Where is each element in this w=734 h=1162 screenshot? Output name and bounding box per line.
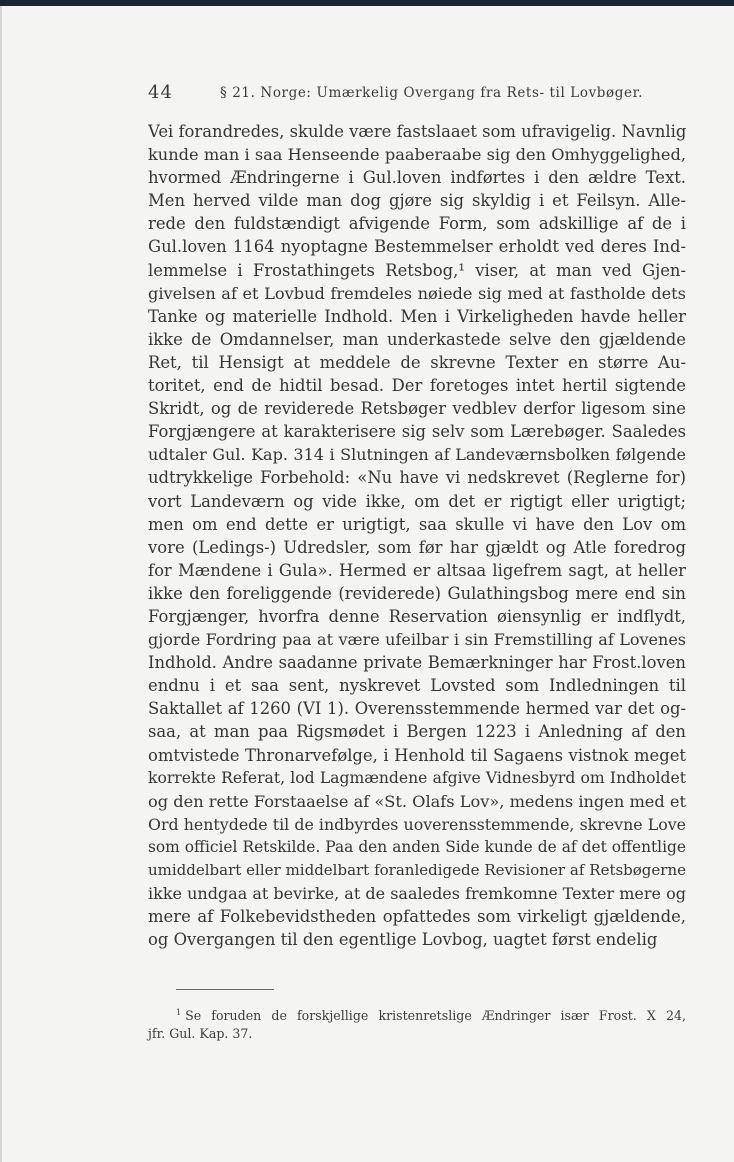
text-line: Men herved vilde man dog gjøre sig skyldig i et Feilsyn. Alle- [148,191,686,211]
text-line: vort Landeværn og vide ikke, om det er rigtigt eller urigtigt; [148,491,686,511]
text-line: kunde man i saa Henseende paaberaabe sig den Omhyggelighed, [148,145,686,165]
text-line: saa, at man paa Rigsmødet i Bergen 1223 i Anledning af den [148,722,686,742]
text-line: og Overgangen til den egentlige Lovbog, uagtet først endelig [148,930,658,950]
text-line: udtrykkelige Forbehold: «Nu have vi nedskrevet (Reglerne for) [148,468,686,488]
text-line: Tanke og materielle Indhold. Men i Virkeligheden havde heller [148,306,686,326]
footnote-text-1: Se foruden de forskjellige kristenretslige Ændringer især Frost. X 24, [185,1008,686,1023]
running-head: § 21. Norge: Umærkelig Overgang fra Rets- til Lovbøger. [220,85,644,101]
text-line: Forgjængere at karakterisere sig selv som Lærebøger. Saaledes [148,422,686,442]
text-line: og den rette Forstaaelse af «St. Olafs Lov», medens ingen med et [148,791,686,811]
text-line: Vei forandredes, skulde være fastslaaet som ufravigelig. Navnlig [148,122,686,141]
text-line: toritet, end de hidtil besad. Der foretoges intet hertil sigtende [148,376,686,396]
text-line: Indhold. Andre saadanne private Bemærkninger har Frost.loven [148,653,686,673]
text-line: som officiel Retskilde. Paa den anden Side kunde de af det offentlige [148,837,686,856]
text-line: ikke de Omdannelser, man underkastede selve den gjældende [148,329,686,349]
text-line: Forgjænger, hvorfra denne Reservation øiensynlig er indflydt, [148,606,686,626]
text-line: Gul.loven 1164 nyoptagne Bestemmelser erholdt ved deres Ind- [148,237,686,257]
text-line: Ord hentydede til de indbyrdes uoverensstemmende, skrevne Love [148,814,686,834]
text-line: givelsen af et Lovbud fremdeles nøiede sig med at fastholde dets [148,283,686,303]
text-line: mere af Folkebevidstheden opfattedes som virkeligt gjældende, [148,907,686,927]
page-number: 44 [148,82,173,103]
text-line: Ret, til Hensigt at meddele de skrevne Texter en større Au- [148,352,686,372]
text-line: endnu i et saa sent, nyskrevet Lovsted som Indledningen til [148,676,686,696]
text-line: rede den fuldstændigt afvigende Form, som adskillige af de i [148,214,686,234]
text-line: korrekte Referat, lod Lagmændene afgive Vidnesbyrd om Indholdet [148,768,686,787]
footnote-marker: 1 [176,1008,182,1017]
text-line: Saktallet af 1260 (VI 1). Overensstemmende hermed var det og- [148,699,686,719]
text-line: ikke undgaa at bevirke, at de saaledes fremkomne Texter mere og [148,884,686,904]
text-line: omtvistede Thronarvefølge, i Henhold til Sagaens vistnok meget [148,745,686,765]
book-page [0,6,734,1162]
footnote-line-2: jfr. Gul. Kap. 37. [148,1026,253,1041]
text-line: hvormed Ændringerne i Gul.loven indførtes i den ældre Text. [148,168,686,188]
body-text [148,120,686,951]
footnote-rule [176,989,274,990]
text-line: vore (Ledings-) Udredsler, som før har gjældt og Atle foredrog [148,537,686,557]
text-line: lemmelse i Frostathingets Retsbog,¹ viser, at man ved Gjen- [148,260,686,280]
text-line: men om end dette er urigtigt, saa skulle vi have den Lov om [148,514,686,534]
text-line: Skridt, og de reviderede Retsbøger vedblev derfor ligesom sine [148,399,686,419]
text-line: for Mændene i Gula». Hermed er altsaa ligefrem sagt, at heller [148,560,686,580]
footnote-line-1 [148,1002,686,1023]
text-line: umiddelbart eller middelbart foranledigede Revisioner af Retsbøgerne [148,861,686,879]
text-line: ikke den foreliggende (reviderede) Gulathingsbog mere end sin [148,583,686,603]
text-line: udtaler Gul. Kap. 314 i Slutningen af Landeværnsbolken følgende [148,445,686,465]
footnote [148,1002,686,1044]
text-line: gjorde Fordring paa at være ufeilbar i sin Fremstilling af Lovenes [148,630,686,650]
